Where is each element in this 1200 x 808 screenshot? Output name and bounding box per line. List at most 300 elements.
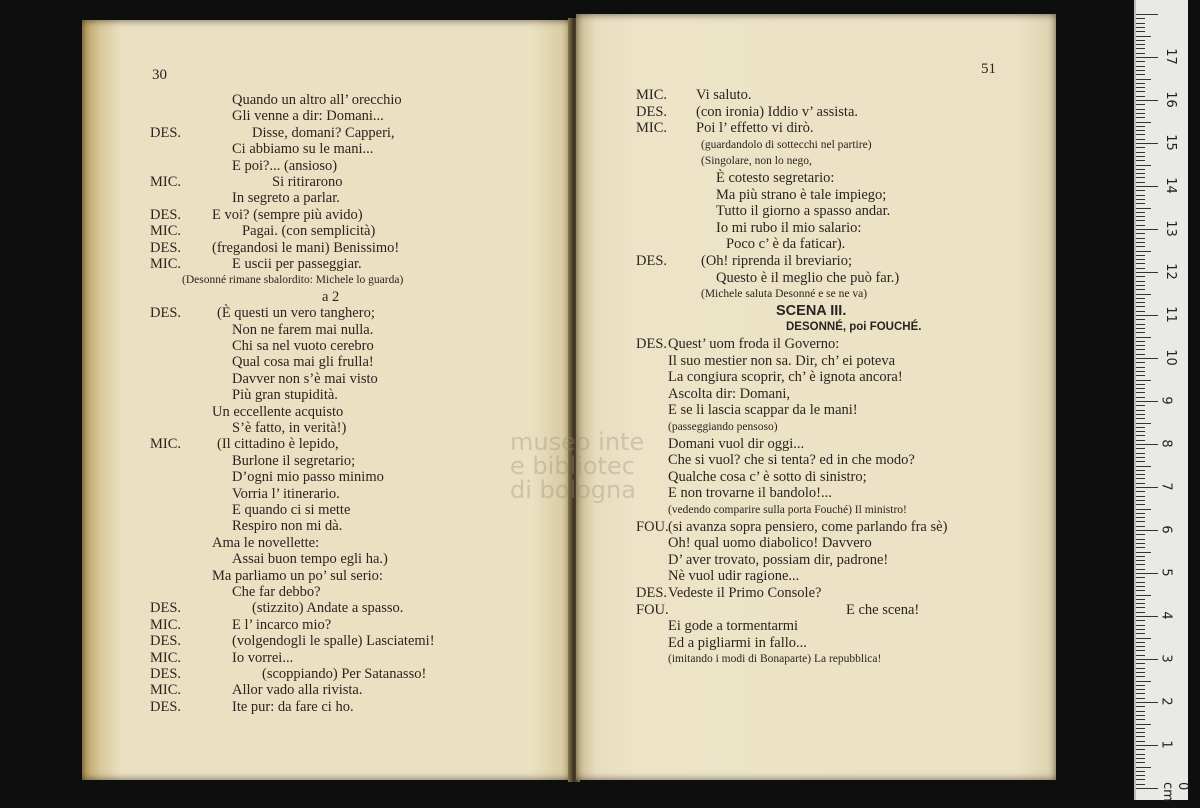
verse-line: Vedeste il Primo Console? — [668, 585, 822, 601]
verse-line: La congiura scoprir, ch’ è ignota ancora! — [668, 369, 903, 386]
ruler-tick — [1136, 612, 1145, 613]
ruler-tick — [1136, 435, 1145, 436]
ruler-tick — [1136, 457, 1145, 458]
ruler-tick — [1136, 491, 1145, 492]
ruler-tick — [1136, 57, 1158, 58]
verse-line: E che scena! — [846, 601, 920, 618]
ruler-tick — [1136, 337, 1151, 338]
ruler-tick — [1136, 324, 1145, 325]
verse-line: (scoppiando) Per Satanasso! — [262, 666, 427, 682]
ruler-tick — [1136, 668, 1145, 669]
ruler-tick — [1136, 392, 1145, 393]
ruler-tick — [1136, 220, 1145, 221]
ruler-tick — [1136, 48, 1145, 49]
verse-line: Oh! qual uomo diabolico! Davvero — [668, 535, 872, 552]
ruler-tick — [1136, 113, 1145, 114]
ruler-tick — [1136, 625, 1145, 626]
ruler-tick — [1136, 779, 1145, 780]
ruler-label: 7 — [1158, 482, 1174, 491]
ruler-tick — [1136, 663, 1145, 664]
verse-line: S’è fatto, in verità!) — [232, 420, 347, 436]
verse-line: Gli venne a dir: Domani... — [232, 108, 384, 125]
verse-line: Ama le novellette: — [212, 534, 320, 551]
verse-line: Davver non s’è mai visto — [232, 370, 378, 387]
verse-line: D’ogni mio passo minimo — [232, 469, 384, 486]
ruler-tick — [1136, 642, 1145, 643]
verse-line: Ma più strano è tale impiego; — [716, 186, 887, 203]
verse-line: Burlone il segretario; — [232, 452, 356, 469]
verse-line: Che far debbo? — [232, 584, 321, 600]
ruler-tick — [1136, 328, 1145, 329]
ruler-tick — [1136, 276, 1145, 277]
speaker-label: DES. — [150, 698, 182, 715]
ruler-tick — [1136, 117, 1145, 118]
ruler-tick — [1136, 190, 1145, 191]
ruler-tick — [1136, 268, 1145, 269]
ruler-tick — [1136, 332, 1145, 333]
ruler-tick — [1136, 440, 1145, 441]
ruler-tick — [1136, 431, 1145, 432]
ruler-tick — [1136, 509, 1151, 510]
verse-line: (Michele saluta Desonné e se ne va) — [701, 288, 868, 301]
ruler-tick — [1136, 474, 1145, 475]
ruler-tick — [1136, 229, 1158, 230]
verse-line: E se li lascia scappar da le mani! — [668, 402, 858, 419]
ruler-tick — [1136, 698, 1145, 699]
ruler-tick — [1136, 616, 1158, 617]
ruler-tick — [1136, 534, 1145, 535]
verse-line: SCENA III. — [776, 302, 847, 319]
verse-line: E quando ci si mette — [232, 502, 351, 518]
ruler-tick — [1136, 659, 1158, 660]
ruler-tick — [1136, 401, 1158, 402]
verse-line: (guardandolo di sottecchi nel partire) — [701, 138, 872, 151]
ruler-tick — [1136, 18, 1145, 19]
ruler-label: 11 — [1162, 306, 1178, 323]
ruler-tick — [1136, 530, 1158, 531]
verse-line: Ite pur: da fare ci ho. — [232, 698, 354, 715]
speaker-label: MIC. — [150, 256, 182, 272]
ruler-tick — [1136, 362, 1145, 363]
ruler-tick — [1136, 749, 1145, 750]
ruler-tick — [1136, 152, 1145, 153]
verse-line: E uscii per passeggiar. — [232, 256, 362, 272]
ruler-tick — [1136, 36, 1151, 37]
ruler-tick — [1136, 517, 1145, 518]
verse-line: Non ne farem mai nulla. — [232, 321, 374, 338]
verse-line: Assai buon tempo egli ha.) — [232, 551, 388, 568]
ruler-tick — [1136, 238, 1145, 239]
ruler-tick — [1136, 526, 1145, 527]
ruler-tick — [1136, 487, 1158, 488]
ruler-tick — [1136, 453, 1145, 454]
speaker-label: DES. — [150, 305, 182, 322]
verse-line: In segreto a parlar. — [232, 190, 340, 207]
verse-line: Chi sa nel vuoto cerebro — [232, 338, 374, 354]
ruler-label: 0 cm — [1160, 782, 1190, 802]
ruler-tick — [1136, 388, 1145, 389]
speaker-label: MIC. — [150, 649, 182, 666]
ruler-tick — [1136, 134, 1145, 135]
ruler-tick — [1136, 715, 1145, 716]
ruler-tick — [1136, 418, 1145, 419]
ruler-tick — [1136, 732, 1145, 733]
ruler-tick — [1136, 358, 1158, 359]
ruler-tick — [1136, 70, 1145, 71]
ruler-tick — [1136, 212, 1145, 213]
verse-line: Ascolta dir: Domani, — [668, 385, 791, 402]
speaker-label: DES. — [636, 585, 668, 601]
verse-line: Disse, domani? Capperi, — [252, 124, 395, 141]
verse-line: Che si vuol? che si tenta? ed in che modo? — [668, 452, 915, 469]
verse-line: (volgendogli le spalle) Lasciatemi! — [232, 633, 435, 650]
verse-line: DESONNÉ, poi FOUCHÉ. — [786, 321, 922, 334]
ruler-label: 6 — [1158, 525, 1174, 534]
speaker-label: DES. — [150, 666, 182, 682]
ruler-tick — [1136, 375, 1145, 376]
ruler-tick — [1136, 414, 1145, 415]
ruler-tick — [1136, 706, 1145, 707]
ruler-tick — [1136, 173, 1145, 174]
verse-line: Ma parliamo un po’ sul serio: — [212, 567, 383, 584]
verse-line: Respiro non mi dà. — [232, 518, 343, 535]
ruler-tick — [1136, 315, 1158, 316]
verse-line: Ei gode a tormentarmi — [668, 618, 799, 635]
ruler-tick — [1136, 711, 1145, 712]
ruler-tick — [1136, 263, 1145, 264]
ruler-tick — [1136, 410, 1145, 411]
speaker-label: DES. — [636, 253, 668, 269]
ruler-tick — [1136, 160, 1145, 161]
speaker-label: DES. — [150, 600, 182, 617]
ruler-tick — [1136, 354, 1145, 355]
ruler-tick — [1136, 582, 1145, 583]
ruler-tick — [1136, 590, 1145, 591]
ruler-tick — [1136, 689, 1145, 690]
ruler-tick — [1136, 504, 1145, 505]
ruler-label: 8 — [1158, 439, 1174, 448]
verse-line: E poi?... (ansioso) — [232, 157, 338, 174]
ruler-tick — [1136, 27, 1145, 28]
ruler-tick — [1136, 61, 1145, 62]
ruler-tick — [1136, 91, 1145, 92]
ruler-tick — [1136, 655, 1145, 656]
ruler-label: 10 — [1162, 349, 1178, 366]
ruler-tick — [1136, 736, 1145, 737]
ruler-tick — [1136, 100, 1158, 101]
ruler-tick — [1136, 195, 1145, 196]
ruler-tick — [1136, 650, 1145, 651]
ruler-tick — [1136, 547, 1145, 548]
ruler-tick — [1136, 186, 1158, 187]
verse-line: Domani vuol dir oggi... — [668, 435, 805, 452]
ruler-tick — [1136, 599, 1145, 600]
ruler-tick — [1136, 672, 1145, 673]
ruler-tick — [1136, 139, 1145, 140]
ruler-tick — [1136, 607, 1145, 608]
ruler-tick — [1136, 693, 1145, 694]
ruler-tick — [1136, 14, 1158, 15]
speaker-label: DES. — [636, 103, 668, 120]
ruler-tick — [1136, 109, 1145, 110]
ruler-label: 4 — [1158, 611, 1174, 620]
ruler-tick — [1136, 147, 1145, 148]
ruler-tick — [1136, 349, 1145, 350]
ruler-tick — [1136, 577, 1145, 578]
ruler-tick — [1136, 40, 1145, 41]
ruler-tick — [1136, 259, 1145, 260]
ruler-tick — [1136, 169, 1145, 170]
verse-line: Io mi rubo il mio salario: — [716, 219, 862, 236]
ruler-tick — [1136, 242, 1145, 243]
ruler-tick — [1136, 513, 1145, 514]
verse-line: Qual cosa mai gli frulla! — [232, 354, 374, 371]
ruler-tick — [1136, 79, 1151, 80]
ruler-tick — [1136, 775, 1145, 776]
ruler-tick — [1136, 246, 1145, 247]
verse-line: Poco c’ è da faticar). — [726, 236, 846, 253]
ruler-label: 16 — [1162, 91, 1178, 108]
ruler-tick — [1136, 745, 1158, 746]
verse-line: Ci abbiamo su le mani... — [232, 141, 374, 158]
verse-line: (con ironia) Iddio v’ assista. — [696, 103, 859, 120]
ruler-tick — [1136, 298, 1145, 299]
speaker-label: FOU. — [636, 518, 669, 535]
verse-line: Nè vuol udir ragione... — [668, 568, 800, 585]
verse-line: Ed a pigliarmi in fallo... — [668, 634, 807, 651]
ruler-tick — [1136, 461, 1145, 462]
ruler-tick — [1136, 216, 1145, 217]
ruler-label: 17 — [1162, 48, 1178, 65]
ruler-tick — [1136, 478, 1145, 479]
verse-line: Qualche cosa c’ è sotto di sinistro; — [668, 468, 867, 485]
ruler-tick — [1136, 405, 1145, 406]
ruler-tick — [1136, 53, 1145, 54]
ruler-tick — [1136, 182, 1145, 183]
ruler-label: 5 — [1158, 568, 1174, 577]
ruler-tick — [1136, 225, 1145, 226]
ruler-tick — [1136, 281, 1145, 282]
ruler-tick — [1136, 556, 1145, 557]
verse-line: E voi? (sempre più avido) — [212, 206, 363, 223]
ruler-tick — [1136, 285, 1145, 286]
verse-line: (Singolare, non lo nego, — [701, 155, 812, 168]
verse-line: Quest’ uom froda il Governo: — [668, 336, 840, 352]
ruler-tick — [1136, 104, 1145, 105]
verse-line: (stizzito) Andate a spasso. — [252, 600, 404, 617]
ruler-tick — [1136, 603, 1145, 604]
ruler-tick — [1136, 156, 1145, 157]
verse-line: Pagai. (con semplicità) — [242, 223, 376, 240]
verse-line: Io vorrei... — [232, 649, 294, 666]
ruler-tick — [1136, 767, 1151, 768]
ruler-tick — [1136, 371, 1145, 372]
ruler-tick — [1136, 203, 1145, 204]
speaker-label: DES. — [150, 633, 182, 650]
page-number: 30 — [152, 67, 167, 83]
verse-line: (Il cittadino è lepido, — [217, 436, 339, 453]
ruler-tick — [1136, 552, 1151, 553]
ruler-tick — [1136, 74, 1145, 75]
ruler-tick — [1136, 96, 1145, 97]
speaker-label: MIC. — [150, 616, 182, 633]
ruler-tick — [1136, 251, 1151, 252]
verse-line: E non trovarne il bandolo!... — [668, 485, 832, 502]
verse-line: Il suo mestier non sa. Dir, ch’ ei poteva — [668, 352, 896, 369]
ruler-tick — [1136, 208, 1151, 209]
ruler-tick — [1136, 306, 1145, 307]
ruler-label: 15 — [1162, 134, 1178, 151]
verse-line: Vorria l’ itinerario. — [232, 485, 340, 502]
speaker-label: DES. — [150, 239, 182, 256]
ruler-tick — [1136, 380, 1151, 381]
verse-line: D’ aver trovato, possiam dir, padrone! — [668, 551, 889, 568]
ruler-tick — [1136, 762, 1145, 763]
ruler-label: 1 — [1158, 740, 1174, 749]
ruler-tick — [1136, 638, 1151, 639]
speaker-label: MIC. — [636, 120, 668, 137]
verse-line: Allor vado alla rivista. — [232, 682, 363, 699]
speaker-label: MIC. — [636, 87, 668, 103]
ruler-tick — [1136, 87, 1145, 88]
ruler-tick — [1136, 319, 1145, 320]
ruler-tick — [1136, 629, 1145, 630]
verse-line: Tutto il giorno a spasso andar. — [716, 203, 891, 220]
ruler-label: 13 — [1162, 220, 1178, 237]
ruler-tick — [1136, 345, 1145, 346]
ruler-tick — [1136, 233, 1145, 234]
verse-line: a 2 — [322, 288, 340, 305]
ruler-tick — [1136, 427, 1145, 428]
ruler-tick — [1136, 294, 1151, 295]
ruler-tick — [1136, 23, 1145, 24]
ruler-tick — [1136, 311, 1145, 312]
speaker-label: DES. — [150, 124, 182, 141]
ruler-tick — [1136, 702, 1158, 703]
ruler-tick — [1136, 724, 1151, 725]
ruler-tick — [1136, 483, 1145, 484]
verse-line: Si ritirarono — [272, 174, 343, 190]
ruler-tick — [1136, 83, 1145, 84]
ruler-tick — [1136, 448, 1145, 449]
verse-line: Quando un altro all’ orecchio — [232, 92, 402, 108]
ruler-tick — [1136, 754, 1145, 755]
ruler-tick — [1136, 595, 1151, 596]
ruler-tick — [1136, 496, 1145, 497]
ruler-tick — [1136, 143, 1158, 144]
verse-line: (Desonné rimane sbalordito: Michele lo guarda) — [182, 274, 404, 287]
verse-line: E l’ incarco mio? — [232, 616, 332, 633]
ruler-tick — [1136, 44, 1145, 45]
verse-line: (fregandosi le mani) Benissimo! — [212, 239, 400, 256]
ruler-tick — [1136, 66, 1145, 67]
measuring-ruler — [1134, 0, 1188, 800]
ruler-tick — [1136, 341, 1145, 342]
ruler-tick — [1136, 521, 1145, 522]
ruler-tick — [1136, 466, 1151, 467]
verse-line: (vedendo comparire sulla porta Fouché) Il ministro! — [668, 504, 907, 516]
ruler-tick — [1136, 31, 1145, 32]
ruler-label: 9 — [1158, 396, 1174, 405]
ruler-tick — [1136, 784, 1145, 785]
ruler-tick — [1136, 633, 1145, 634]
ruler-tick — [1136, 681, 1151, 682]
verse-line: (si avanza sopra pensiero, come parlando fra sè) — [668, 518, 948, 535]
ruler-tick — [1136, 272, 1158, 273]
ruler-tick — [1136, 676, 1145, 677]
verse-line: (passeggiando pensoso) — [668, 421, 778, 433]
verse-line: (È questi un vero tanghero; — [217, 305, 375, 322]
ruler-tick — [1136, 165, 1151, 166]
ruler-tick — [1136, 122, 1151, 123]
ruler-tick — [1136, 788, 1158, 789]
ruler-tick — [1136, 126, 1145, 127]
verse-line: È cotesto segretario: — [716, 170, 835, 186]
ruler-tick — [1136, 771, 1145, 772]
verse-line: Un eccellente acquisto — [212, 403, 344, 420]
ruler-tick — [1136, 685, 1145, 686]
ruler-tick — [1136, 384, 1145, 385]
verse-line: Questo è il meglio che può far.) — [716, 269, 900, 286]
ruler-label: 3 — [1158, 654, 1174, 663]
ruler-tick — [1136, 586, 1145, 587]
left-page — [82, 20, 572, 780]
verse-line: (imitando i modi di Bonaparte) La repubblica! — [668, 653, 882, 666]
speaker-label: MIC. — [150, 682, 182, 699]
verse-line: Poi l’ effetto vi dirò. — [696, 120, 814, 137]
ruler-tick — [1136, 255, 1145, 256]
speaker-label: MIC. — [150, 223, 182, 240]
ruler-tick — [1136, 177, 1145, 178]
ruler-label: 2 — [1158, 697, 1174, 706]
ruler-tick — [1136, 564, 1145, 565]
ruler-tick — [1136, 130, 1145, 131]
ruler-tick — [1136, 620, 1145, 621]
ruler-tick — [1136, 573, 1158, 574]
ruler-tick — [1136, 367, 1145, 368]
ruler-tick — [1136, 728, 1145, 729]
speaker-label: FOU. — [636, 601, 669, 618]
ruler-tick — [1136, 560, 1145, 561]
ruler-tick — [1136, 758, 1145, 759]
ruler-label: 14 — [1162, 177, 1178, 194]
library-watermark: museo inte e bibliotec di bologna — [510, 428, 645, 504]
page-number: 51 — [981, 61, 996, 77]
ruler-tick — [1136, 423, 1151, 424]
speaker-label: DES. — [150, 206, 182, 223]
ruler-tick — [1136, 543, 1145, 544]
ruler-label: 12 — [1162, 263, 1178, 280]
ruler-tick — [1136, 500, 1145, 501]
speaker-label: DES. — [636, 336, 668, 352]
ruler-tick — [1136, 302, 1145, 303]
ruler-tick — [1136, 539, 1145, 540]
verse-line: (Oh! riprenda il breviario; — [701, 253, 852, 269]
right-page — [576, 14, 1056, 780]
ruler-tick — [1136, 444, 1158, 445]
ruler-tick — [1136, 719, 1145, 720]
ruler-tick — [1136, 741, 1145, 742]
ruler-tick — [1136, 397, 1145, 398]
speaker-label: MIC. — [150, 436, 182, 453]
ruler-tick — [1136, 289, 1145, 290]
speaker-label: MIC. — [150, 174, 182, 190]
ruler-tick — [1136, 569, 1145, 570]
verse-line: Più gran stupidità. — [232, 387, 338, 404]
ruler-tick — [1136, 199, 1145, 200]
verse-line: Vi saluto. — [696, 87, 752, 103]
ruler-tick — [1136, 646, 1145, 647]
